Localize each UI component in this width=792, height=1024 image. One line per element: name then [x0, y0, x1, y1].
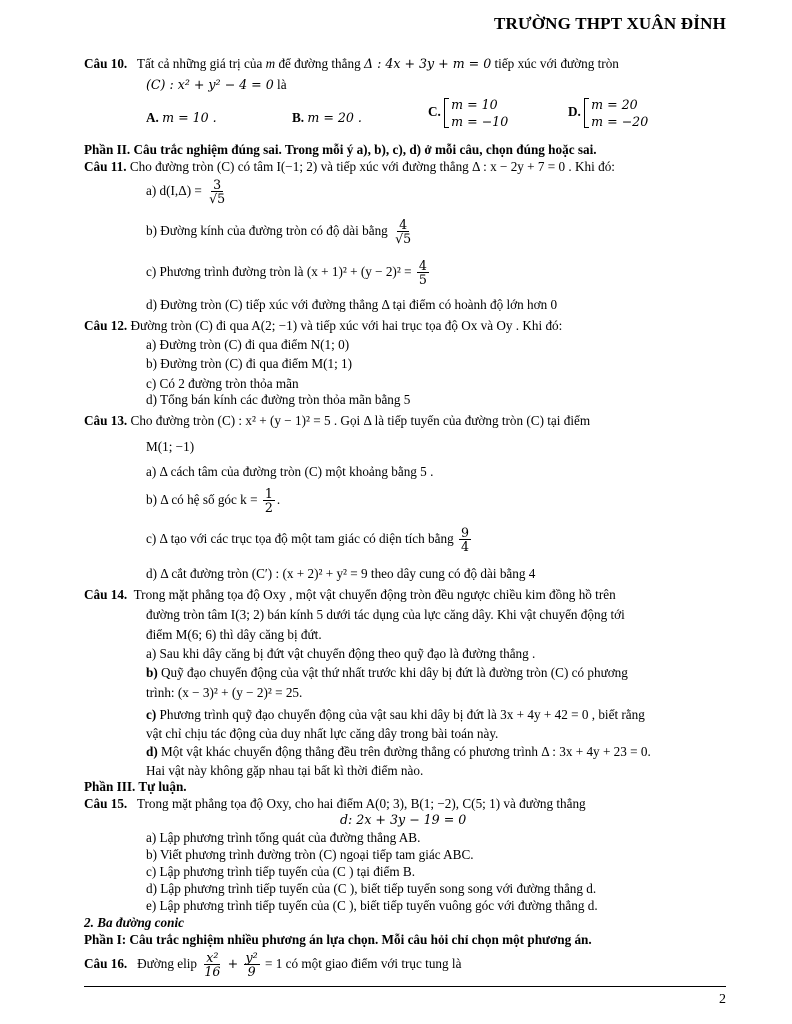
question-10-line-2: (C) : x² + y² − 4 = 0 là	[146, 77, 287, 92]
q14-item-d-cont: Hai vật này không gặp nhau tại bất kì thời điểm nào.	[146, 763, 424, 778]
part-1-title: Phần I: Câu trắc nghiệm nhiều phương án lựa chọn. Mỗi câu hỏi chỉ chọn một phương án.	[84, 932, 592, 947]
q14-item-c-cont: vật chỉ chịu tác động của duy nhất lực căng dây trong bài toán này.	[146, 726, 499, 741]
q14-item-b-cont: trình: (x − 3)² + (y − 2)² = 25.	[146, 685, 303, 700]
q13-item-d: d) Δ cắt đường tròn (C′) : (x + 2)² + y² = 9 theo dây cung có độ dài bằng 4	[146, 566, 536, 581]
circle-equation: (C) : x² + y² − 4 = 0	[146, 77, 274, 92]
q13-item-b: b) Δ có hệ số góc k = $\frac{1}{2}$ .	[146, 486, 281, 516]
question-14-line-1: Câu 14. Trong mặt phẳng tọa độ Oxy , một vật chuyển động tròn đều ngược chiều kim đồng hồ trên	[84, 587, 616, 602]
q13-item-c: c) Δ tạo với các trục tọa độ một tam giác có diện tích bằng $\frac{9}{4}$	[146, 525, 469, 555]
part-2-title: Phần II. Câu trắc nghiệm đúng sai. Trong mỗi ý a), b), c), d) ở mỗi câu, chọn đúng hoặc sai.	[84, 142, 597, 157]
option-a: A. m = 10 .	[146, 110, 217, 125]
footer-rule	[84, 986, 726, 987]
question-10-line-1: Câu 10. Tất cả những giá trị của m để đường thẳng Δ : 4x + 3y + m = 0 tiếp xúc với đường tròn	[84, 56, 619, 71]
q11-item-a: a) d(I,Δ) = $\frac{3}{√5}$	[146, 177, 226, 207]
part-3-title: Phần III. Tự luận.	[84, 779, 187, 794]
question-label: Câu 10.	[84, 56, 128, 71]
option-d: D. m = 20 m = −20	[568, 97, 649, 129]
q12-item-a: a) Đường tròn (C) đi qua điểm N(1; 0)	[146, 337, 350, 352]
q12-item-c: c) Có 2 đường tròn thỏa mãn	[146, 376, 299, 391]
section-2-title: 2. Ba đường conic	[84, 915, 184, 930]
q12-item-b: b) Đường tròn (C) đi qua điểm M(1; 1)	[146, 356, 353, 371]
q15-item-c: c) Lập phương trình tiếp tuyến của (C ) tại điểm B.	[146, 864, 416, 879]
q11-item-b: b) Đường kính của đường tròn có độ dài bằng $\frac{4}{√5}$	[146, 217, 412, 247]
q14-item-c: c) Phương trình quỹ đạo chuyển động của vật sau khi dây bị đứt là 3x + 4y + 42 = 0 , biết rằng	[146, 707, 645, 722]
question-12-stem: Câu 12. Đường tròn (C) đi qua A(2; −1) và tiếp xúc với hai trục tọa độ Ox và Oy . Khi đó:	[84, 318, 563, 333]
q14-item-b: b) Quỹ đạo chuyển động của vật thứ nhất trước khi dây bị đứt là đường tròn (C) có phương	[146, 665, 628, 680]
q15-item-d: d) Lập phương trình tiếp tuyến của (C ), biết tiếp tuyến song song với đường thẳng d.	[146, 881, 597, 896]
q13-item-a: a) Δ cách tâm của đường tròn (C) một khoảng bằng 5 .	[146, 464, 434, 479]
q14-item-a: a) Sau khi dây căng bị đứt vật chuyển động theo quỹ đạo là đường thẳng .	[146, 646, 536, 661]
q11-item-d: d) Đường tròn (C) tiếp xúc với đường thẳng Δ tại điểm có hoành độ lớn hơn 0	[146, 297, 558, 312]
question-16-stem: Câu 16. Đường elip $\frac{\text{x²}}{16}$ + $\frac{\text{y²}}{9}$ = 1 có một giao điểm với trục tung là	[84, 950, 462, 980]
option-c: C. m = 10 m = −10	[428, 97, 509, 129]
page-number: 2	[719, 992, 726, 1007]
q15-equation: d: 2x + 3y − 19 = 0	[340, 812, 467, 827]
question-14-line-2: đường tròn tâm I(3; 2) bán kính 5 dưới tác dụng của lực căng dây. Khi vật chuyển động tới	[146, 607, 625, 622]
question-14-line-3: điểm M(6; 6) thì dây căng bị đứt.	[146, 627, 322, 642]
q13-stem-point: M(1; −1)	[146, 439, 195, 454]
q15-item-e: e) Lập phương trình tiếp tuyến của (C ), biết tiếp tuyến vuông góc với đường thẳng d.	[146, 898, 598, 913]
q15-item-a: a) Lập phương trình tổng quát của đường thẳng AB.	[146, 830, 421, 845]
q15-item-b: b) Viết phương trình đường tròn (C) ngoại tiếp tam giác ABC.	[146, 847, 474, 862]
q12-item-d: d) Tổng bán kính các đường tròn thỏa mãn bằng 5	[146, 392, 411, 407]
q11-item-c: c) Phương trình đường tròn là (x + 1)² + (y − 2)² = $\frac{4}{5}$	[146, 258, 427, 288]
page-header: TRƯỜNG THPT XUÂN ĐỈNH	[494, 14, 726, 33]
question-13-stem: Câu 13. Cho đường tròn (C) : x² + (y − 1)² = 5 . Gọi Δ là tiếp tuyến của đường tròn (C) tại điểm	[84, 413, 591, 428]
q14-item-d: d) Một vật khác chuyển động thẳng đều trên đường thẳng có phương trình Δ : 3x + 4y + 23 = 0.	[146, 744, 651, 759]
question-11-stem: Câu 11. Cho đường tròn (C) có tâm I(−1; 2) và tiếp xúc với đường thẳng Δ : x − 2y + 7 = 0 . Khi đó:	[84, 159, 615, 174]
line-equation: Δ : 4x + 3y + m = 0	[363, 56, 492, 71]
option-b: B. m = 20 .	[292, 110, 362, 125]
question-15-stem: Câu 15. Trong mặt phẳng tọa độ Oxy, cho hai điểm A(0; 3), B(1; −2), C(5; 1) và đường thẳng	[84, 796, 586, 811]
